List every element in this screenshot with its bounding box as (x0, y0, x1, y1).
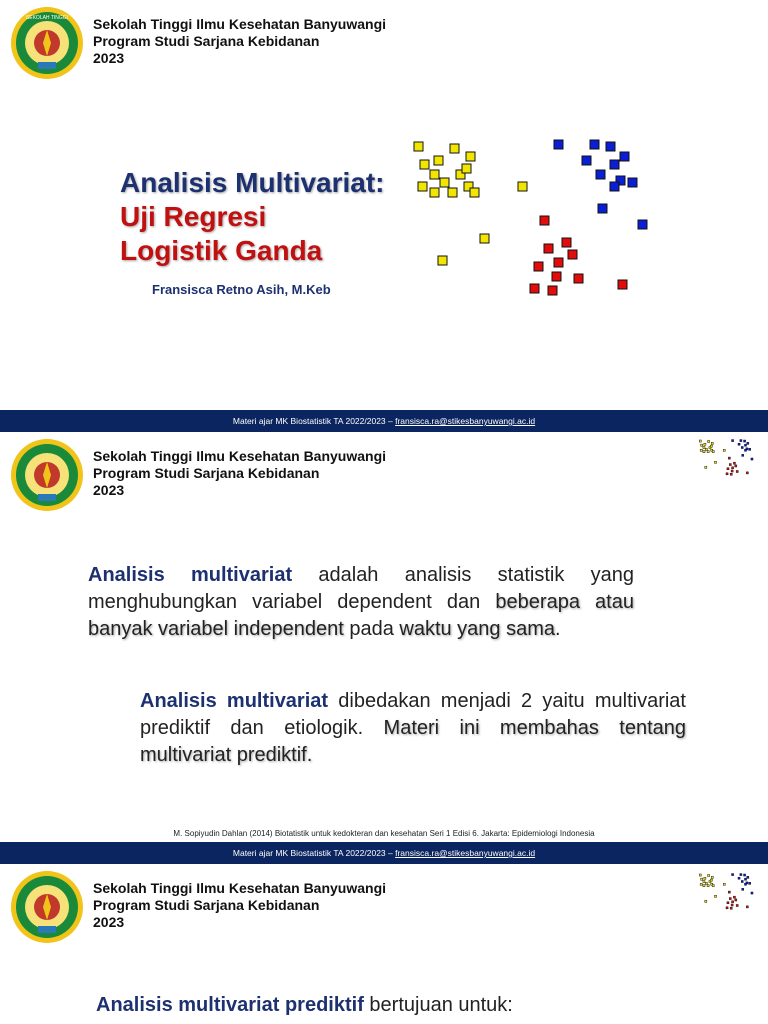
header-line-2: Program Studi Sarjana Kebidanan (93, 897, 320, 913)
slide-3 (0, 864, 768, 1024)
cluster-point (704, 443, 706, 445)
slide-2 (0, 432, 768, 864)
cluster-point (711, 442, 713, 444)
cluster-point (711, 876, 713, 878)
title-line-2: Uji Regresi (120, 201, 267, 232)
cluster-point (738, 443, 740, 445)
cluster-scatter-illustration (400, 130, 660, 310)
cluster-point (747, 876, 749, 878)
cluster-point (732, 440, 734, 442)
cluster-point (705, 882, 707, 884)
footer-text: Materi ajar MK Biostatistik TA 2022/2023 – (232, 848, 396, 858)
cluster-point (733, 462, 735, 464)
slide-1 (0, 0, 768, 432)
cluster-point (744, 440, 746, 442)
cluster-point (714, 895, 716, 897)
cluster-point (430, 170, 439, 179)
cluster-point (606, 142, 615, 151)
highlight-same-time: waktu yang sama (399, 618, 556, 640)
cluster-point (749, 448, 751, 450)
cluster-point (430, 188, 439, 197)
cluster-point (727, 902, 729, 904)
cluster-point (705, 448, 707, 450)
cluster-point (731, 904, 733, 906)
cluster-point (414, 142, 423, 151)
title-line-1: Analisis Multivariat: (120, 167, 385, 198)
cluster-point (610, 160, 619, 169)
types-text: dibedakan menjadi 2 yaitu multivariat prediktif dan etiologik. (140, 690, 686, 739)
slide-title (120, 166, 385, 268)
cluster-point (740, 874, 742, 876)
cluster-point (544, 244, 553, 253)
cluster-point (723, 449, 725, 451)
cluster-point (732, 874, 734, 876)
institution-header (93, 16, 386, 67)
cluster-point (440, 178, 449, 187)
cluster-point (708, 440, 710, 442)
definition-text: . (555, 618, 561, 640)
cluster-point (562, 238, 571, 247)
cluster-point (470, 188, 479, 197)
header-line-1: Sekolah Tinggi Ilmu Kesehatan Banyuwangi (93, 880, 387, 896)
cluster-scatter-thumbnail-icon (696, 436, 756, 480)
cluster-point (700, 449, 702, 451)
cluster-point (418, 182, 427, 191)
cluster-point (746, 472, 748, 474)
cluster-point (729, 464, 731, 466)
cluster-point (710, 445, 712, 447)
types-paragraph (140, 688, 686, 769)
cluster-point (596, 170, 605, 179)
cluster-point (727, 468, 729, 470)
definition-paragraph (88, 562, 634, 643)
footer-bar (0, 842, 768, 864)
cluster-point (703, 885, 705, 887)
cluster-point (712, 885, 714, 887)
footer-text: Materi ajar MK Biostatistik TA 2022/2023 – (232, 416, 396, 426)
cluster-point (735, 465, 737, 467)
cluster-point (705, 466, 707, 468)
cluster-point (638, 220, 647, 229)
cluster-point (733, 896, 735, 898)
cluster-point (732, 901, 734, 903)
cluster-point (530, 284, 539, 293)
cluster-point (699, 874, 701, 876)
highlight-scope: Materi ini membahas tentang multivariat prediktif. (140, 717, 686, 766)
header-line-2: Program Studi Sarjana Kebidanan (93, 33, 320, 49)
cluster-point (462, 164, 471, 173)
highlight-independent: beberapa atau banyak variabel independent (88, 591, 634, 640)
reference-citation: M. Sopiyudin Dahlan (2014) Biotatistik untuk kedokteran dan kesehatan Seri 1 Edisi 6. Jakarta: Epidemiologi Indonesia (173, 829, 595, 838)
cluster-point (729, 898, 731, 900)
cluster-point (554, 140, 563, 149)
cluster-point (552, 272, 561, 281)
institution-seal-icon (10, 438, 84, 512)
cluster-point (736, 470, 738, 472)
cluster-point (701, 444, 703, 446)
cluster-point (744, 874, 746, 876)
cluster-point (736, 904, 738, 906)
cluster-point (703, 451, 705, 453)
cluster-point (618, 280, 627, 289)
cluster-point (731, 470, 733, 472)
cluster-point (742, 888, 744, 890)
cluster-point (746, 906, 748, 908)
author-name: Fransisca Retno Asih, M.Keb (152, 282, 331, 297)
cluster-point (582, 156, 591, 165)
cluster-point (723, 883, 725, 885)
svg-text:SEKOLAH TINGGI: SEKOLAH TINGGI (25, 15, 69, 21)
footer-bar (0, 410, 768, 432)
cluster-point (732, 467, 734, 469)
institution-header (93, 448, 386, 499)
cluster-point (707, 885, 709, 887)
header-line-3: 2023 (93, 50, 125, 66)
cluster-point (744, 444, 746, 446)
cluster-point (728, 891, 730, 893)
header-line-1: Sekolah Tinggi Ilmu Kesehatan Banyuwangi (93, 16, 387, 32)
cluster-point (740, 440, 742, 442)
cluster-point (749, 882, 751, 884)
cluster-point (726, 473, 728, 475)
cluster-point (747, 442, 749, 444)
cluster-point (703, 446, 705, 448)
cluster-point (738, 877, 740, 879)
cluster-point (699, 440, 701, 442)
cluster-point (712, 451, 714, 453)
cluster-point (548, 286, 557, 295)
cluster-point (568, 250, 577, 259)
institution-seal-icon (10, 6, 84, 80)
footer-email-link[interactable]: fransisca.ra@stikesbanyuwangi.ac.id (395, 848, 536, 858)
term-analisis-multivariat: Analisis multivariat (140, 690, 329, 712)
cluster-point (705, 900, 707, 902)
footer-email-link[interactable]: fransisca.ra@stikesbanyuwangi.ac.id (395, 416, 536, 426)
cluster-point (534, 262, 543, 271)
cluster-point (703, 880, 705, 882)
cluster-point (707, 451, 709, 453)
cluster-point (448, 188, 457, 197)
cluster-point (590, 140, 599, 149)
header-line-1: Sekolah Tinggi Ilmu Kesehatan Banyuwangi (93, 448, 387, 464)
cluster-point (610, 182, 619, 191)
header-line-3: 2023 (93, 914, 125, 930)
cluster-point (735, 899, 737, 901)
cluster-point (744, 878, 746, 880)
cluster-point (540, 216, 549, 225)
cluster-point (480, 234, 489, 243)
cluster-point (598, 204, 607, 213)
cluster-point (554, 258, 563, 267)
cluster-point (434, 156, 443, 165)
cluster-point (730, 473, 732, 475)
cluster-point (710, 879, 712, 881)
cluster-point (744, 883, 746, 885)
cluster-point (620, 152, 629, 161)
cluster-point (751, 892, 753, 894)
purpose-paragraph (96, 994, 513, 1017)
cluster-point (728, 457, 730, 459)
cluster-point (741, 880, 743, 882)
institution-seal-icon (10, 870, 84, 944)
cluster-scatter-thumbnail-icon (696, 870, 756, 914)
term-multivariat-prediktif: Analisis multivariat prediktif (96, 994, 364, 1016)
cluster-point (714, 461, 716, 463)
cluster-point (742, 454, 744, 456)
definition-text: pada (343, 618, 400, 640)
cluster-point (628, 178, 637, 187)
cluster-point (751, 458, 753, 460)
cluster-point (741, 446, 743, 448)
cluster-point (700, 883, 702, 885)
cluster-point (420, 160, 429, 169)
title-line-3: Logistik Ganda (120, 235, 323, 266)
cluster-point (708, 874, 710, 876)
cluster-point (438, 256, 447, 265)
term-analisis-multivariat: Analisis multivariat (88, 564, 293, 586)
cluster-point (466, 152, 475, 161)
definition-text: adalah analisis statistik yang menghubungkan variabel dependent dan (88, 564, 634, 613)
cluster-point (518, 182, 527, 191)
cluster-point (574, 274, 583, 283)
institution-header (93, 880, 386, 931)
cluster-point (730, 907, 732, 909)
cluster-point (450, 144, 459, 153)
cluster-point (726, 907, 728, 909)
header-line-3: 2023 (93, 482, 125, 498)
cluster-point (701, 878, 703, 880)
cluster-point (704, 877, 706, 879)
header-line-2: Program Studi Sarjana Kebidanan (93, 465, 320, 481)
purpose-text: bertujuan untuk: (363, 994, 513, 1016)
cluster-point (744, 449, 746, 451)
